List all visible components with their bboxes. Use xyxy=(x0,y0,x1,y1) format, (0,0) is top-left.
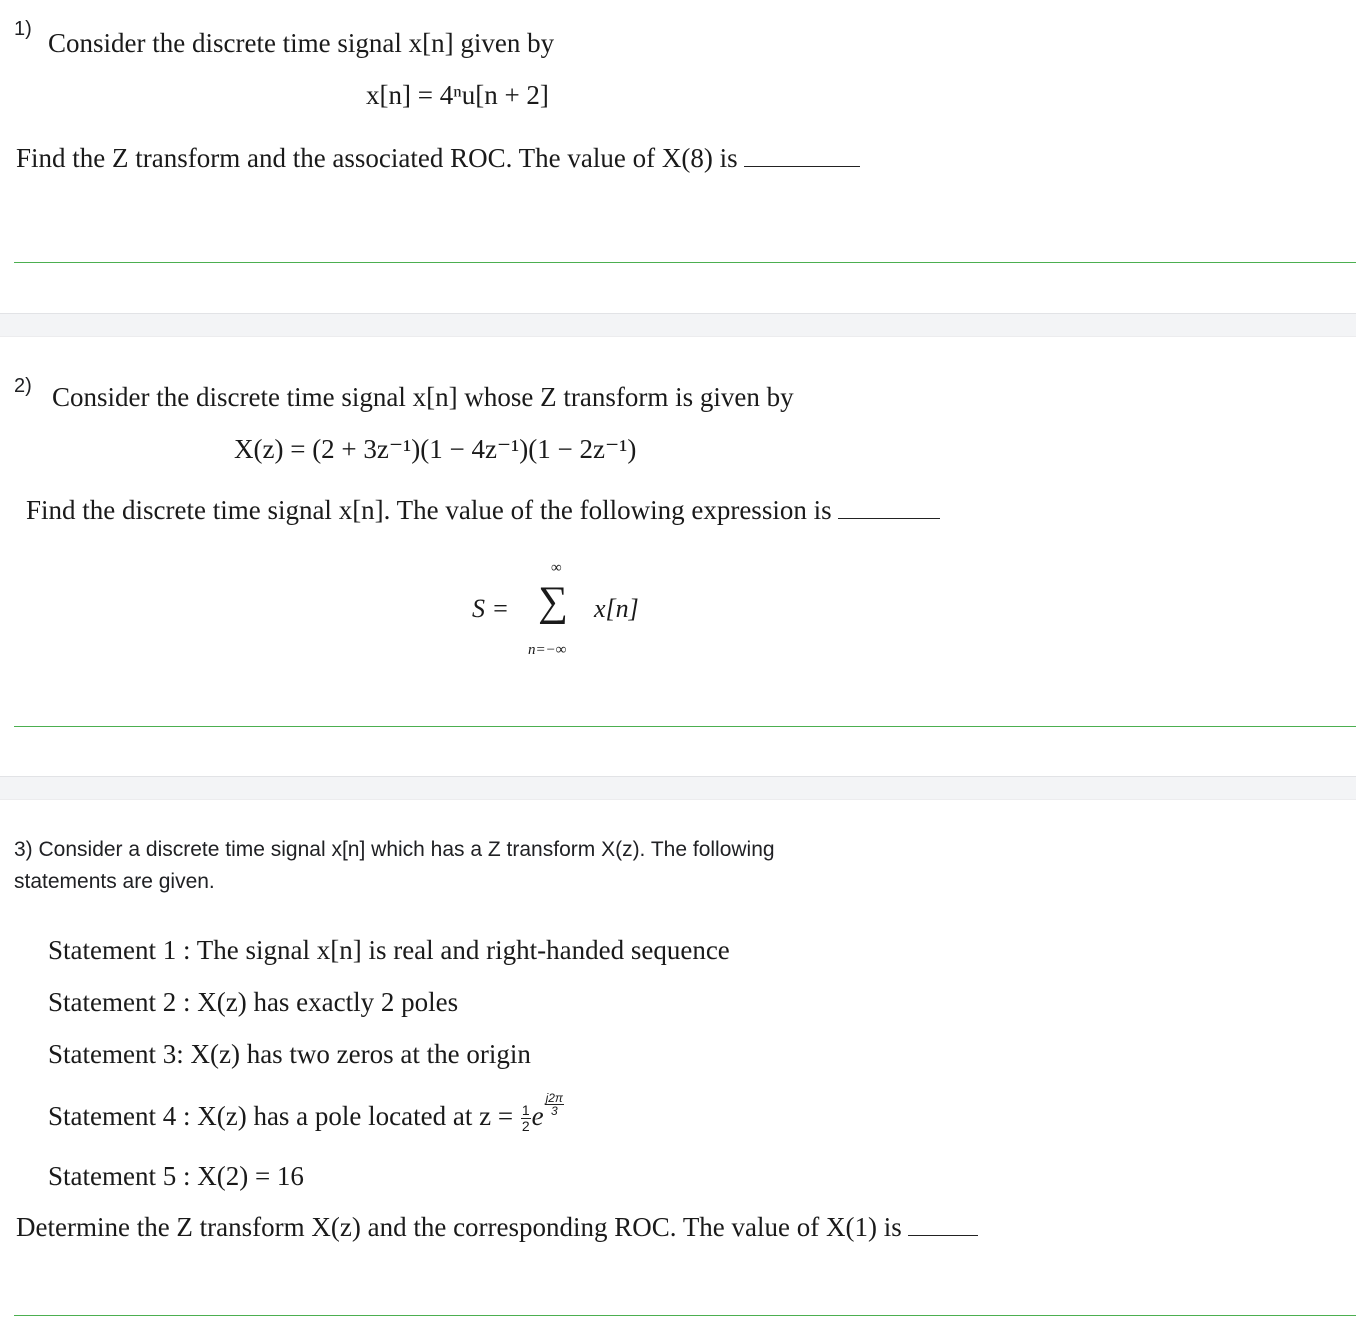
q3-intro: 3) Consider a discrete time signal x[n] which has a Z transform X(z). The following statements are given. xyxy=(14,838,775,893)
q1-question xyxy=(16,143,860,174)
pole-base: e xyxy=(531,1101,544,1131)
q1-equation: x[n] = 4ⁿu[n + 2] xyxy=(366,80,549,110)
statement-2: Statement 2 : X(z) has exactly 2 poles xyxy=(48,987,459,1017)
q1-intro: Consider the discrete time signal x[n] given by xyxy=(48,28,555,58)
statement-5: Statement 5 : X(2) = 16 xyxy=(48,1161,304,1191)
statement-1: Statement 1 : The signal x[n] is real and right-handed sequence xyxy=(48,935,730,965)
statement-4-text: Statement 4 : X(z) has a pole located at z = xyxy=(48,1101,514,1131)
q2-answer-blank xyxy=(838,496,940,519)
q2-question xyxy=(26,495,940,526)
statement-3: Statement 3: X(z) has two zeros at the origin xyxy=(48,1039,531,1069)
q1-answer-blank xyxy=(744,144,860,167)
pole-coefficient-fraction xyxy=(521,1103,531,1134)
q3-answer-blank xyxy=(908,1213,978,1236)
pole-exponent-fraction xyxy=(545,1092,564,1117)
question-number-1: 1) xyxy=(14,18,32,40)
question-number-2: 2) xyxy=(14,375,32,397)
q1-answer-line[interactable] xyxy=(14,262,1356,263)
q2-question-text: Find the discrete time signal x[n]. The value of the following expression is xyxy=(26,495,832,525)
q2-answer-line[interactable] xyxy=(14,726,1356,727)
pole-coef-den: 2 xyxy=(521,1118,530,1135)
pole-coef-num: 1 xyxy=(521,1102,530,1119)
q2-equation: X(z) = (2 + 3z⁻¹)(1 − 4z⁻¹)(1 − 2z⁻¹) xyxy=(234,434,637,464)
pole-exp-den: 3 xyxy=(550,1104,558,1119)
sum-term: x[n] xyxy=(594,594,639,623)
sum-lower-limit: n=−∞ xyxy=(528,642,567,658)
q2-intro: Consider the discrete time signal x[n] whose Z transform is given by xyxy=(52,382,794,412)
section-separator-1 xyxy=(0,313,1356,337)
section-separator-2 xyxy=(0,776,1356,800)
q3-question xyxy=(16,1212,978,1243)
sum-symbol: ∑ xyxy=(538,579,568,625)
sum-lhs: S = xyxy=(472,594,510,623)
q3-question-text: Determine the Z transform X(z) and the corresponding ROC. The value of X(1) is xyxy=(16,1212,902,1242)
pole-exp-num: j2π xyxy=(545,1091,563,1106)
q1-question-text: Find the Z transform and the associated ROC. The value of X(8) is xyxy=(16,143,738,173)
sum-upper-limit: ∞ xyxy=(551,560,562,576)
q3-answer-line[interactable] xyxy=(14,1315,1356,1316)
